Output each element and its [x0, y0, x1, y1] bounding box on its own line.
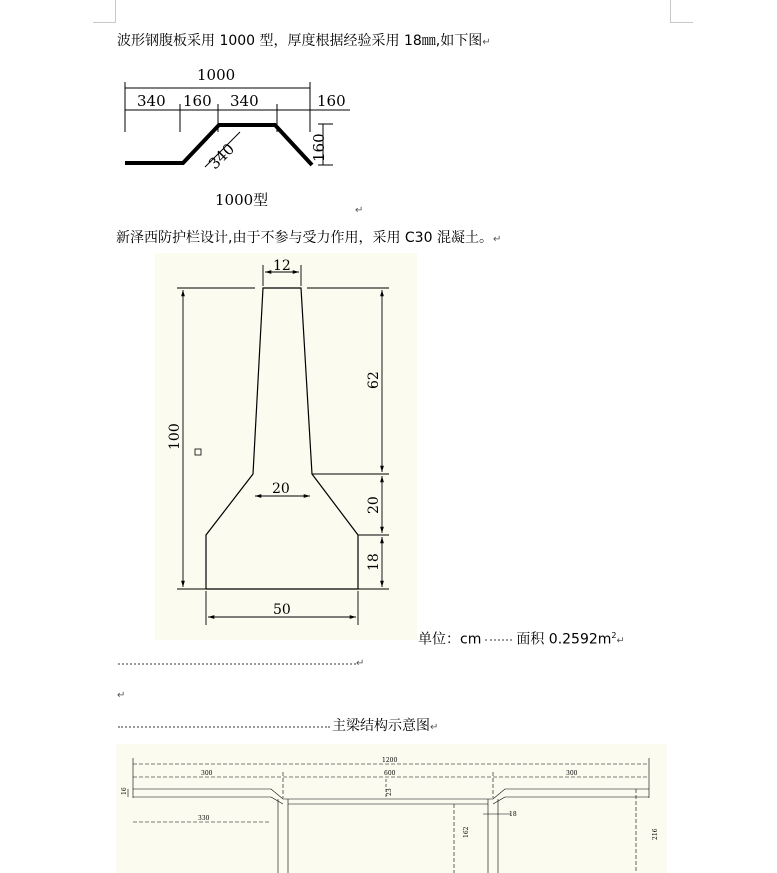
- small-square-marker: [195, 449, 201, 455]
- paragraph-barrier: [116, 228, 501, 250]
- dim-web-thick: 18: [509, 811, 517, 818]
- dim-upper-height: 62: [366, 371, 382, 389]
- dim-height: 160: [310, 133, 328, 162]
- main-girder-caption: [332, 716, 438, 738]
- dim-base-width: 50: [273, 602, 291, 618]
- paragraph-mark: ↵: [616, 635, 625, 647]
- dim-seg-d: 160: [317, 92, 346, 110]
- dim-total-depth: 216: [652, 828, 659, 840]
- page-corner-top-left: [93, 0, 116, 23]
- dim-base-height: 18: [366, 553, 382, 571]
- area-superscript: 2: [611, 631, 617, 640]
- unit-area-line: [418, 626, 625, 652]
- paragraph-mark: ↵: [482, 37, 491, 48]
- dim-inner-left: 330: [198, 815, 210, 822]
- paragraph-text: 波形钢腹板采用 1000 型，厚度根据经验采用 18㎜,如下图: [117, 33, 483, 49]
- paragraph-mark: ↵: [117, 690, 126, 701]
- dim-total-height: 100: [167, 423, 183, 450]
- barrier-outline: [206, 288, 358, 589]
- unit-label: 单位：cm: [418, 631, 482, 648]
- paragraph-text: 新泽西防护栏设计,由于不参与受力作用，采用 C30 混凝土。: [116, 230, 493, 246]
- paragraph-corrugated-web: [117, 31, 491, 53]
- dotted-leader: [118, 726, 330, 728]
- figure-caption: 1000型: [215, 191, 269, 209]
- dim-center: 600: [384, 770, 396, 777]
- dim-left-overhang: 300: [201, 770, 213, 777]
- dim-slope: 340: [205, 139, 239, 173]
- area-label: 面积 0.2592m: [516, 631, 612, 648]
- dotted-leader: [118, 663, 356, 665]
- dim-right-overhang: 300: [566, 770, 578, 777]
- caption-text: 主梁结构示意图: [332, 718, 430, 734]
- paragraph-mark: ↵: [356, 658, 365, 669]
- dim-seg-b: 160: [183, 92, 212, 110]
- dim-top-width: 12: [273, 258, 291, 274]
- paragraph-mark: ↵: [355, 205, 364, 216]
- dim-seg-a: 340: [137, 92, 166, 110]
- barrier-figure: [155, 253, 417, 640]
- dim-total-width: 1200: [382, 757, 398, 764]
- page-corner-top-right: [670, 0, 693, 23]
- dim-thick-left: 16: [121, 787, 128, 795]
- paragraph-mark: ↵: [492, 234, 502, 245]
- dim-mid-width: 20: [272, 481, 290, 497]
- dim-web-height: 162: [463, 826, 470, 838]
- dim-thick-mid: 23: [386, 788, 393, 796]
- dim-seg-c: 340: [230, 92, 259, 110]
- paragraph-mark: ↵: [430, 722, 439, 733]
- corrugated-web-figure: [115, 62, 365, 212]
- dim-mid-height: 20: [366, 496, 382, 514]
- dim-total: 1000: [197, 66, 236, 84]
- girder-figure: [116, 744, 667, 873]
